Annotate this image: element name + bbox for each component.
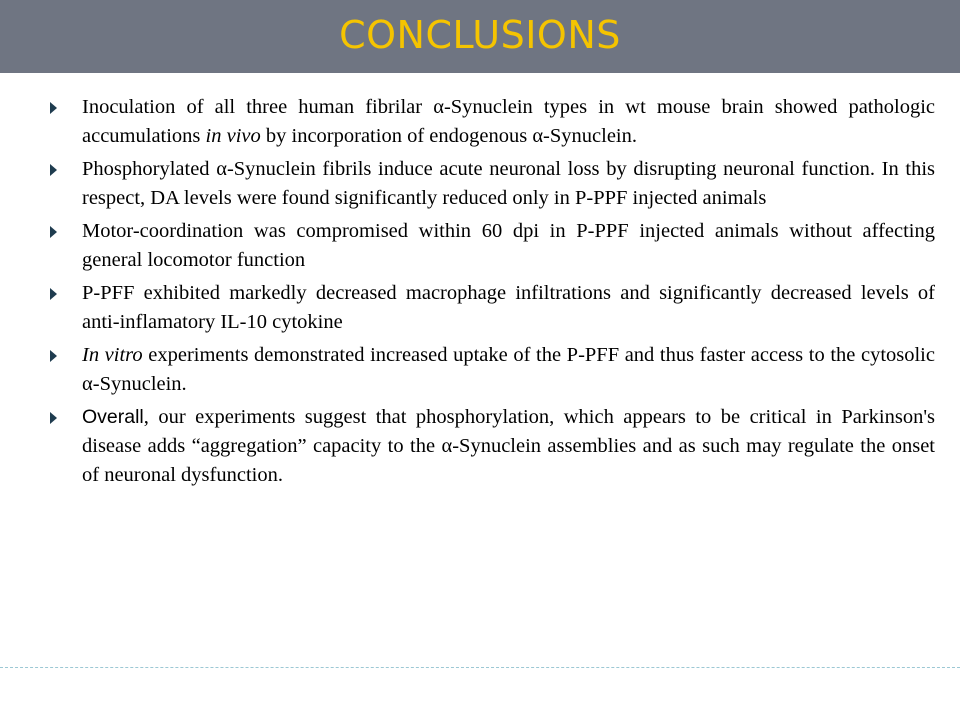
footer-divider: [0, 667, 960, 668]
triangle-right-icon: [50, 412, 57, 424]
bullet-item: [50, 155, 935, 213]
bullet-text: P-PFF exhibited markedly decreased macrophage infiltrations and significantly decreased levels of anti-inflamatory IL-10 cytokine: [82, 282, 935, 333]
bullet-text: Inoculation of all three human fibrilar α-Synuclein types in wt mouse brain showed pathologic accumulations: [82, 96, 935, 147]
bullet-text: by incorporation of endogenous α-Synuclein.: [260, 125, 637, 147]
triangle-right-icon: [50, 288, 57, 300]
bullet-item: [50, 279, 935, 337]
bullet-list: [50, 93, 935, 494]
bullet-item: [50, 403, 935, 490]
bullet-text-italic: in vivo: [205, 125, 261, 147]
bullet-text: Motor-coordination was compromised within 60 dpi in P-PPF injected animals without affecting general locomotor function: [82, 220, 935, 271]
bullet-item: [50, 217, 935, 275]
bullet-text: Phosphorylated α-Synuclein fibrils induce acute neuronal loss by disrupting neuronal function. In this respect, DA levels were found significantly reduced only in P-PPF injected animals: [82, 158, 935, 209]
bullet-text-italic: In vitro: [82, 344, 143, 366]
triangle-right-icon: [50, 350, 57, 362]
bullet-item: [50, 341, 935, 399]
bullet-item: [50, 93, 935, 151]
slide-title: CONCLUSIONS: [339, 12, 621, 57]
triangle-right-icon: [50, 102, 57, 114]
title-bar: [0, 0, 960, 73]
bullet-text: experiments demonstrated increased uptake of the P-PFF and thus faster access to the cytosolic α-Synuclein.: [82, 344, 935, 395]
triangle-right-icon: [50, 226, 57, 238]
bullet-text: , our experiments suggest that phosphorylation, which appears to be critical in Parkinson's disease adds “aggregation” capacity to the α-Synuclein assemblies and as such may regulate the onset of neuronal dysfunction.: [82, 406, 935, 486]
triangle-right-icon: [50, 164, 57, 176]
bullet-text-sans: Overall: [82, 406, 144, 428]
